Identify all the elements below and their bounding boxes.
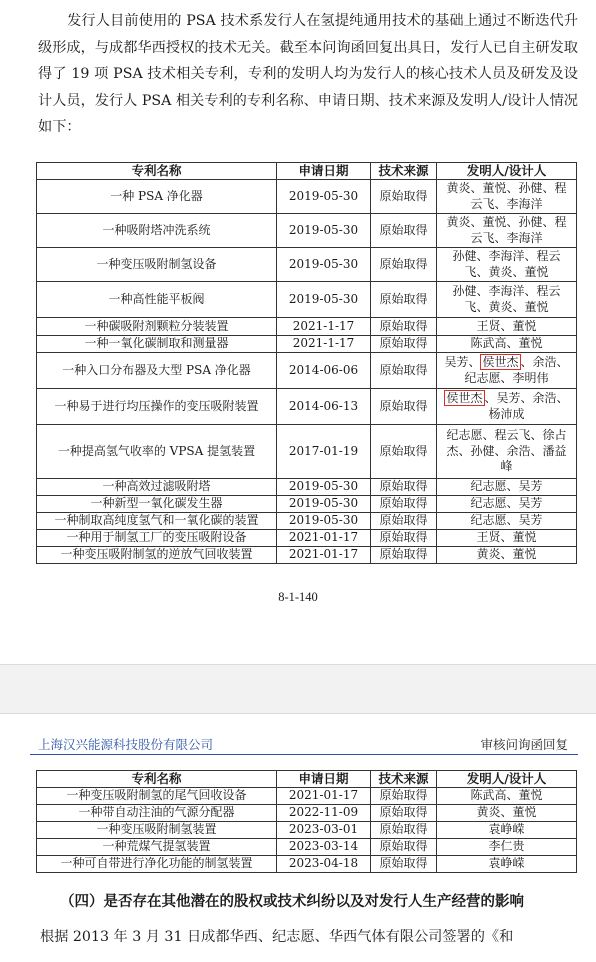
- cell-apply-date: 2021-01-17: [277, 547, 371, 564]
- header-patent-name: 专利名称: [37, 163, 277, 180]
- cell-tech-source: 原始取得: [371, 839, 437, 856]
- cell-apply-date: 2019-05-30: [277, 496, 371, 513]
- intro-text: 发行人目前使用的 PSA 技术系发行人在氢提纯通用技术的基础上通过不断迭代升级形成，与成都华西授权的技术无关。截至本问询函回复出具日，发行人已自主研发取得了 19 项 PSA 技术相关专利，专利的发明人均为发行人的核心技术人员及研发及设计人员，发行人 PSA 相关专利的专利名称、申请日期、技术来源及发明人/设计人情况如下：: [38, 13, 578, 135]
- cell-tech-source: 原始取得: [371, 822, 437, 839]
- cell-inventor: 吴芳、 侯世杰 、余浩、纪志愿、李明伟: [437, 353, 577, 389]
- table-row: [37, 513, 577, 530]
- cell-patent-name: 一种易于进行均压操作的变压吸附装置: [37, 389, 277, 425]
- cell-tech-source: 原始取得: [371, 318, 437, 336]
- cell-tech-source: 原始取得: [371, 547, 437, 564]
- cell-apply-date: 2021-1-17: [277, 336, 371, 353]
- header-rule: [30, 754, 578, 755]
- cell-tech-source: 原始取得: [371, 805, 437, 822]
- cell-apply-date: 2019-05-30: [277, 180, 371, 214]
- cell-inventor: 陈武高、董悦: [437, 788, 577, 805]
- cell-tech-source: 原始取得: [371, 856, 437, 873]
- header-patent-name: 专利名称: [37, 771, 277, 788]
- cell-apply-date: 2019-05-30: [277, 214, 371, 248]
- cell-apply-date: 2021-1-17: [277, 318, 371, 336]
- table-row: [37, 318, 577, 336]
- cell-apply-date: 2019-05-30: [277, 513, 371, 530]
- cell-tech-source: 原始取得: [371, 214, 437, 248]
- cell-tech-source: 原始取得: [371, 425, 437, 479]
- cell-tech-source: 原始取得: [371, 530, 437, 547]
- cell-tech-source: 原始取得: [371, 513, 437, 530]
- cell-apply-date: 2023-03-01: [277, 822, 371, 839]
- table-row: [37, 214, 577, 248]
- cell-inventor: 王贤、董悦: [437, 318, 577, 336]
- cell-inventor: 王贤、董悦: [437, 530, 577, 547]
- cell-patent-name: 一种荒煤气提氢装置: [37, 839, 277, 856]
- header-inventor: 发明人/设计人: [437, 163, 577, 180]
- header-doc-title: 审核问询函回复: [480, 737, 568, 752]
- cell-apply-date: 2022-11-09: [277, 805, 371, 822]
- page-number: 8-1-140: [278, 590, 318, 604]
- table-row: [37, 336, 577, 353]
- cell-patent-name: 一种高效过滤吸附塔: [37, 479, 277, 496]
- cell-apply-date: 2019-05-30: [277, 479, 371, 496]
- table-row: [37, 248, 577, 282]
- table-header-row: [37, 163, 577, 180]
- header-apply-date: 申请日期: [277, 771, 371, 788]
- cell-inventor: 陈武高、董悦: [437, 336, 577, 353]
- cell-tech-source: 原始取得: [371, 788, 437, 805]
- table-row: [37, 856, 577, 873]
- cell-tech-source: 原始取得: [371, 282, 437, 318]
- cell-patent-name: 一种可自带进行净化功能的制氢装置: [37, 856, 277, 873]
- cell-patent-name: 一种制取高纯度氢气和一氧化碳的装置: [37, 513, 277, 530]
- cell-patent-name: 一种用于制氢工厂的变压吸附设备: [37, 530, 277, 547]
- cell-patent-name: 一种入口分布器及大型 PSA 净化器: [37, 353, 277, 389]
- body-text-continued: 根据 2013 年 3 月 31 日成都华西、纪志愿、华西气体有限公司签署的《和: [40, 929, 514, 945]
- cell-apply-date: 2019-05-30: [277, 282, 371, 318]
- cell-apply-date: 2023-03-14: [277, 839, 371, 856]
- cell-patent-name: 一种一氧化碳制取和测量器: [37, 336, 277, 353]
- cell-patent-name: 一种 PSA 净化器: [37, 180, 277, 214]
- cell-apply-date: 2021-01-17: [277, 530, 371, 547]
- table-row: [37, 282, 577, 318]
- table-row: [37, 839, 577, 856]
- cell-patent-name: 一种新型一氧化碳发生器: [37, 496, 277, 513]
- cell-patent-name: 一种吸附塔冲洗系统: [37, 214, 277, 248]
- cell-inventor: 纪志愿、吴芳: [437, 479, 577, 496]
- table-row: [37, 180, 577, 214]
- cell-inventor: 李仁贵: [437, 839, 577, 856]
- cell-patent-name: 一种变压吸附制氢的尾气回收设备: [37, 788, 277, 805]
- table-row: [37, 496, 577, 513]
- header-inventor: 发明人/设计人: [437, 771, 577, 788]
- cell-inventor: 黄炎、董悦: [437, 805, 577, 822]
- cell-tech-source: 原始取得: [371, 180, 437, 214]
- highlighted-name: 侯世杰: [446, 391, 483, 405]
- cell-patent-name: 一种提高氢气收率的 VPSA 提氢装置: [37, 425, 277, 479]
- patent-table-2: [36, 770, 577, 873]
- table-row: [37, 389, 577, 425]
- cell-tech-source: 原始取得: [371, 353, 437, 389]
- cell-apply-date: 2014-06-13: [277, 389, 371, 425]
- cell-patent-name: 一种变压吸附制氢的逆放气回收装置: [37, 547, 277, 564]
- table-row: [37, 547, 577, 564]
- cell-inventor: 纪志愿、吴芳: [437, 496, 577, 513]
- cell-patent-name: 一种变压吸附制氢设备: [37, 248, 277, 282]
- cell-patent-name: 一种高性能平板阀: [37, 282, 277, 318]
- cell-inventor: 孙健、李海洋、程云飞、黄炎、董悦: [437, 248, 577, 282]
- header-company: 上海汉兴能源科技股份有限公司: [38, 737, 214, 752]
- cell-apply-date: 2021-01-17: [277, 788, 371, 805]
- page-gap: [0, 664, 596, 714]
- cell-inventor: 袁峥嵘: [437, 856, 577, 873]
- cell-inventor: 袁峥嵘: [437, 822, 577, 839]
- highlighted-name: 侯世杰: [482, 355, 519, 369]
- table-row: [37, 353, 577, 389]
- cell-tech-source: 原始取得: [371, 336, 437, 353]
- table-row: [37, 805, 577, 822]
- cell-inventor: 黄炎、董悦: [437, 547, 577, 564]
- cell-tech-source: 原始取得: [371, 496, 437, 513]
- cell-patent-name: 一种碳吸附剂颗粒分装装置: [37, 318, 277, 336]
- cell-tech-source: 原始取得: [371, 248, 437, 282]
- cell-inventor: 侯世杰 、吴芳、余浩、杨沛成: [437, 389, 577, 425]
- cell-patent-name: 一种带自动注油的气源分配器: [37, 805, 277, 822]
- cell-apply-date: 2023-04-18: [277, 856, 371, 873]
- cell-apply-date: 2014-06-06: [277, 353, 371, 389]
- table-row: [37, 822, 577, 839]
- header-tech-source: 技术来源: [371, 771, 437, 788]
- cell-inventor: 黄炎、董悦、孙健、程云飞、李海洋: [437, 214, 577, 248]
- section-title: （四）是否存在其他潜在的股权或技术纠纷以及对发行人生产经营的影响: [60, 894, 524, 910]
- table-row: [37, 425, 577, 479]
- patent-table-1: [36, 162, 577, 564]
- table-row: [37, 530, 577, 547]
- cell-inventor: 孙健、李海洋、程云飞、黄炎、董悦: [437, 282, 577, 318]
- cell-tech-source: 原始取得: [371, 389, 437, 425]
- table-row: [37, 479, 577, 496]
- cell-apply-date: 2019-05-30: [277, 248, 371, 282]
- table-row: [37, 788, 577, 805]
- intro-paragraph: [38, 8, 578, 141]
- cell-patent-name: 一种变压吸附制氢装置: [37, 822, 277, 839]
- cell-tech-source: 原始取得: [371, 479, 437, 496]
- header-apply-date: 申请日期: [277, 163, 371, 180]
- cell-apply-date: 2017-01-19: [277, 425, 371, 479]
- cell-inventor: 纪志愿、程云飞、徐占杰、孙健、余浩、潘益峰: [437, 425, 577, 479]
- cell-inventor: 纪志愿、吴芳: [437, 513, 577, 530]
- cell-inventor: 黄炎、董悦、孙健、程云飞、李海洋: [437, 180, 577, 214]
- table-header-row: [37, 771, 577, 788]
- header-tech-source: 技术来源: [371, 163, 437, 180]
